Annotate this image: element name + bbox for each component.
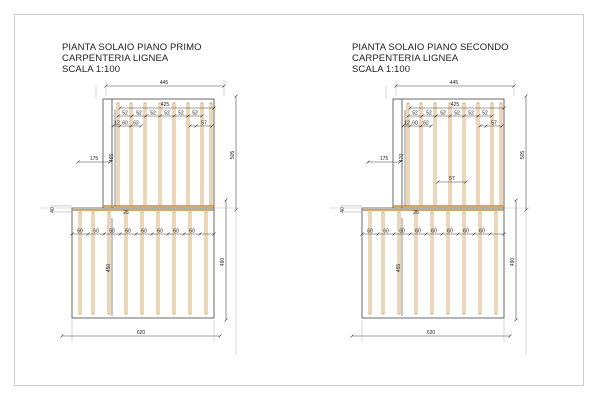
dimension-label: 620 (426, 330, 436, 336)
dimension-label: 52 (440, 110, 446, 117)
timber-joist-lower (479, 212, 481, 314)
dimension-label: 425 (450, 102, 460, 108)
floor-plan-left (40, 80, 240, 355)
dimension-label: 470 (399, 153, 405, 163)
dimension-label: 60 (125, 228, 131, 235)
dimension-label: 60 (109, 228, 115, 235)
timber-joist-lower (369, 212, 371, 314)
dimension-label: 52 (136, 110, 142, 117)
title-line: PIANTA SOLAIO PIANO PRIMO (62, 42, 202, 53)
dimension-label: 57 (449, 176, 455, 182)
timber-joist-upper (491, 103, 493, 206)
dimension-label: 60 (93, 228, 99, 235)
dimension-label: 60 (463, 228, 469, 235)
dimension-label: 52 (178, 110, 184, 117)
timber-joist-upper (187, 103, 189, 206)
dimension-label: 175 (89, 156, 99, 162)
dimension-label: 62 (423, 120, 429, 127)
dimension-label: 60 (173, 228, 179, 235)
dimension-label: 450 (106, 263, 112, 273)
dimension-label: 445 (159, 80, 169, 86)
timber-joist-lower (125, 212, 127, 314)
dimension-label: 620 (136, 330, 146, 336)
timber-joist-upper (407, 103, 409, 206)
subtitle-line: CARPENTERIA LIGNEA (352, 53, 459, 64)
dimension-label: 60 (447, 228, 453, 235)
dimension-label: 25 (413, 210, 419, 216)
dimension-label: 40 (50, 207, 56, 213)
dimension-label: 60 (412, 120, 418, 127)
dimension-label: 445 (449, 80, 459, 86)
dimension-label: 52 (122, 110, 128, 117)
dimension-label: 40 (340, 207, 346, 213)
timber-joist-upper (500, 103, 502, 206)
timber-joist-upper (201, 103, 203, 206)
timber-joist-upper (117, 103, 119, 206)
dimension-label: 25 (123, 210, 129, 216)
timber-joist-upper (130, 103, 132, 206)
scale-line: SCALA 1:100 (62, 64, 121, 75)
timber-joist-lower (382, 212, 384, 314)
timber-joist-lower (495, 212, 497, 314)
dimension-label: 52 (412, 110, 418, 117)
timber-joist-upper (173, 103, 175, 206)
timber-joist-lower (79, 212, 81, 314)
timber-joist-lower (205, 212, 207, 314)
timber-joist-upper (449, 103, 451, 206)
dimension-label: 52 (192, 110, 198, 117)
dimension-label: 52 (482, 110, 488, 117)
subtitle-line: CARPENTERIA LIGNEA (62, 53, 169, 64)
timber-joist-upper (210, 103, 212, 206)
scale-line: SCALA 1:100 (352, 64, 411, 75)
dimension-label: 52 (468, 110, 474, 117)
timber-joist-lower (173, 212, 175, 314)
dimension-label: 490 (220, 257, 226, 267)
dimension-label: 62 (133, 120, 139, 127)
timber-joist-lower (157, 212, 159, 314)
dimension-label: 60 (415, 228, 421, 235)
timber-joist-lower (431, 212, 433, 314)
dimension-label: 60 (431, 228, 437, 235)
timber-joist-lower (189, 212, 191, 314)
dimension-label: 52 (150, 110, 156, 117)
dimension-label: 175 (379, 156, 389, 162)
dimension-label: 60 (367, 228, 373, 235)
floor-plan-right (330, 80, 530, 355)
dimension-label: 60 (399, 228, 405, 235)
dimension-label: 60 (189, 228, 195, 235)
dimension-label: 60 (141, 228, 147, 235)
dimension-label: 505 (230, 150, 236, 160)
timber-joist-upper (159, 103, 161, 206)
timber-joist-upper (420, 103, 422, 206)
timber-joist-upper (144, 103, 146, 206)
dimension-label: 12 (404, 120, 410, 127)
dimension-label: 60 (122, 120, 128, 127)
dimension-label: 455 (396, 263, 402, 273)
timber-joist-lower (415, 212, 417, 314)
timber-joist-lower (141, 212, 143, 314)
dimension-label: 465 (109, 153, 115, 163)
dimension-label: 60 (157, 228, 163, 235)
dimension-label: 12 (114, 120, 120, 127)
timber-joist-upper (434, 103, 436, 206)
timber-joist-upper (463, 103, 465, 206)
dimension-label: 60 (77, 228, 83, 235)
timber-joist-lower (108, 212, 110, 314)
dimension-label: 52 (426, 110, 432, 117)
dimension-label: 490 (510, 257, 516, 267)
timber-joist-lower (463, 212, 465, 314)
timber-joist-lower (447, 212, 449, 314)
dimension-label: 425 (160, 102, 170, 108)
timber-joist-upper (477, 103, 479, 206)
dimension-label: 57 (201, 120, 207, 127)
dimension-label: 52 (164, 110, 170, 117)
dimension-label: 505 (520, 150, 526, 160)
dimension-label: 60 (479, 228, 485, 235)
timber-joist-lower (398, 212, 400, 314)
dimension-label: 60 (383, 228, 389, 235)
title-line: PIANTA SOLAIO PIANO SECONDO (352, 42, 509, 53)
dimension-label: 52 (454, 110, 460, 117)
dimension-label: 57 (491, 120, 497, 127)
timber-joist-lower (92, 212, 94, 314)
